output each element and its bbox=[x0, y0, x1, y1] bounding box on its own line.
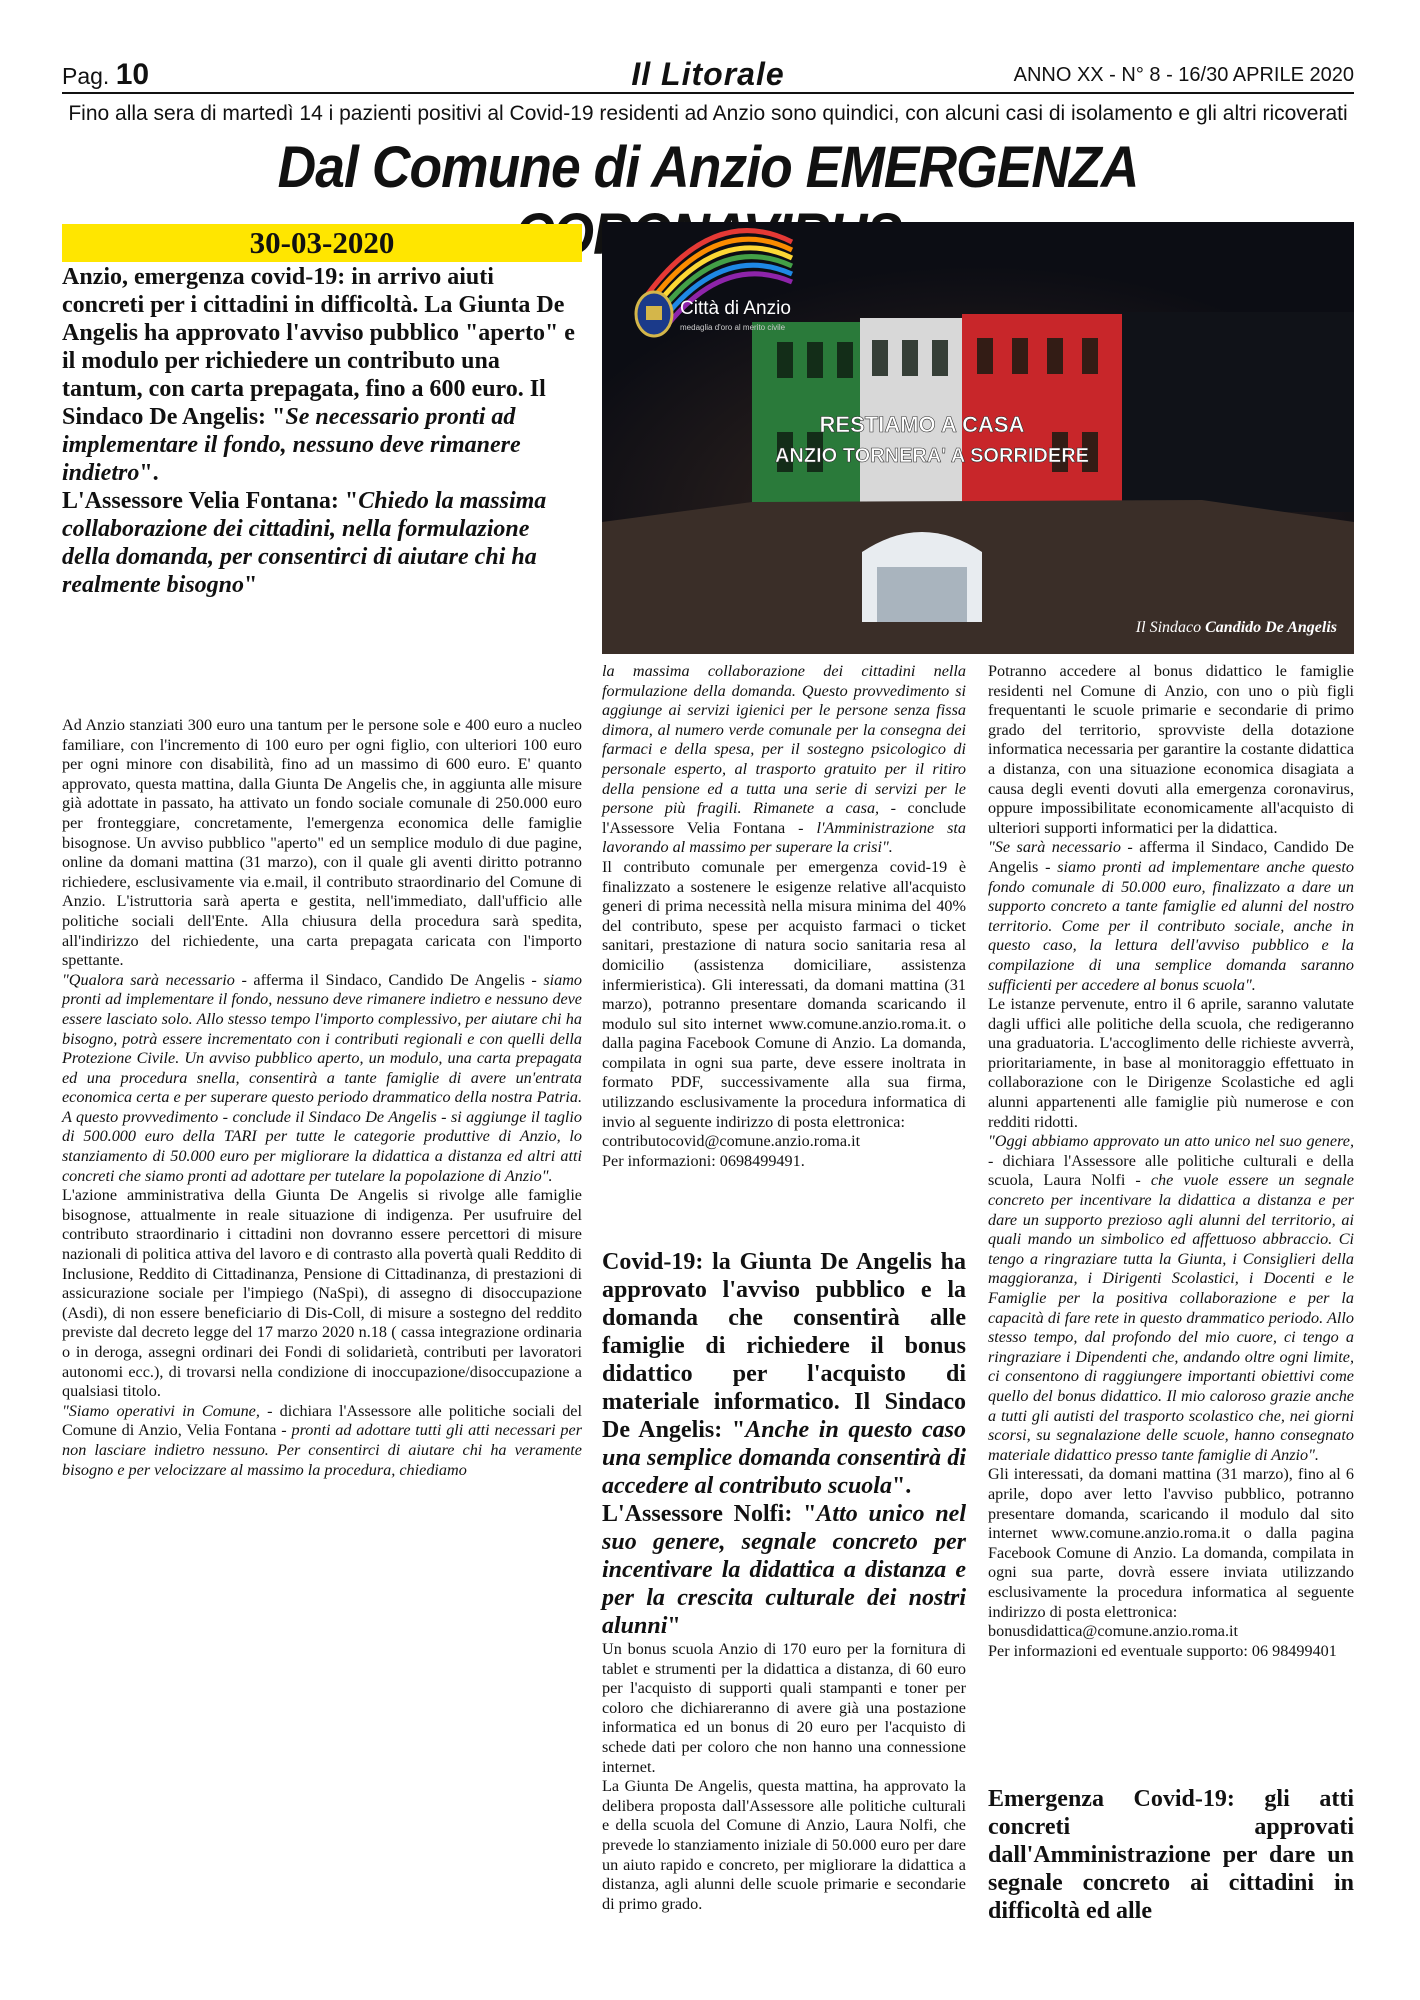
city-logo-sub: medaglia d'oro al merito civile bbox=[680, 323, 786, 332]
article2-p7: Gli interessati, da domani mattina (31 marzo), fino al 6 aprile, dopo aver letto l'avviso pubblico, potranno presentare domanda, scaricando il modulo dal sito internet www.comune.anzio.roma.it o dalla pagina Facebook Comune di Anzio. La domanda, compilata in ogni sua parte, dovrà essere inviata utilizzando esclusivamente la procedura informatica al seguente indirizzo di posta elettronica: bbox=[988, 1465, 1354, 1621]
page-header bbox=[62, 58, 1354, 94]
article3-headline: Emergenza Covid-19: gli atti concreti approvati dall'Amministrazione per dare un segnale concreto ai cittadini in difficoltà ed alle bbox=[988, 1786, 1354, 1924]
article2-p4: "Se sarà necessario - afferma il Sindaco, Candido De Angelis - siamo pronti ad implementare anche questo fondo comunale di 50.000 euro, finalizzato a dare un supporto concreto a tante famiglie ed alunni del nostro territorio. Come per il contributo sociale, anche in questo caso, la lettura dell'avviso pubblico e la compilazione di una semplice domanda saranno sufficienti per accedere al bonus scuola". bbox=[988, 838, 1354, 994]
city-crest-icon bbox=[636, 292, 672, 336]
mayor-photo bbox=[602, 222, 1354, 654]
article1-p3: L'azione amministrativa della Giunta De Angelis si rivolge alle famiglie bisognose, attualmente in reale situazione di indigenza. Per usufruire del contributo straordinario i cittadini non dovranno essere percettori di misure nazionali di politica attiva del lavoro e di contrasto alla povertà quali Reddito di Inclusione, Reddito di Cittadinanza, Pensione di Cittadinanza, di prestazioni di assicurazione sociale per l'impiego (NaSpi), di assegno di disoccupazione (Asdi), di non essere beneficiario di Dis-Coll, di misure a sostegno del reddito previste dal decreto legge del 17 marzo 2020 n.18 ( cassa integrazione ordinaria o in deroga, assegni ordinari dei Fondi di solidarietà, contributi per lavoratori autonomi ecc.), di trovarsi nella condizione di inoccupazione/disoccupazione a qualsiasi titolo. bbox=[62, 1186, 582, 1401]
banner-line-2: ANZIO TORNERA' A SORRIDERE bbox=[774, 445, 1090, 467]
article1-info: Per informazioni: 0698499491. bbox=[602, 1151, 805, 1170]
article1-col2 bbox=[602, 662, 966, 1171]
article2-p2: La Giunta De Angelis, questa mattina, ha approvato la delibera proposta dall'Assessore alle politiche culturali e della scuola del Comune di Anzio, Laura Nolfi, che prevede lo stanziamento iniziale di 50.000 euro per dare un aiuto rapido e concreto, per migliorare la didattica a distanza, agli alunni delle scuole primarie e secondarie di primo grado. bbox=[602, 1777, 966, 1913]
article2-info: Per informazioni ed eventuale supporto: 06 98499401 bbox=[988, 1641, 1337, 1660]
article2-p6: "Oggi abbiamo approvato un atto unico nel suo genere, - dichiara l'Assessore alle politiche culturali e della scuola, Laura Nolfi - che vuole essere un segnale concreto per incentivare la didattica a distanza e per dare un supporto prezioso agli alunni del territorio, ai quali mando un simbolico ed affettuoso abbraccio. Ci tengo a ringraziare tutta la Giunta, i Consiglieri della maggioranza, i Dirigenti Scolastici, i Docenti e le Famiglie per la positiva collaborazione e per la capacità di fare rete in questo drammatico periodo. Allo stesso tempo, dal profondo del mio cuore, ci tengo a ringraziare i Dipendenti che, andando oltre ogni limite, ci consentono di raggiungere importanti obiettivi come quello del bonus didattico. Il mio caloroso grazie anche a tutti gli autisti del trasporto scolastico che, nei giorni scorsi, su segnalazione delle scuole, hanno consegnato materiale didattico presso tante famiglie di Anzio". bbox=[988, 1132, 1354, 1464]
newspaper-title: Il Litorale bbox=[631, 56, 785, 92]
article1-p5: la massima collaborazione dei cittadini nella formulazione della domanda. Questo provvedimento si aggiunge ai servizi igienici per le persone senza fissa dimora, al numero verde comunale per la consegna dei farmaci e della spesa, per il sostegno psicologico di personale esperto, al trasporto gratuito per il ritiro della pensione ed a tutta una serie di servizi per le persone più fragili. Rimanete a casa, - conclude l'Assessore Velia Fontana - l'Amministrazione sta lavorando al massimo per superare la crisi". bbox=[602, 662, 966, 857]
article1-p2: "Qualora sarà necessario - afferma il Sindaco, Candido De Angelis - siamo pronti ad implementare il fondo, nessuno deve rimanere indietro e nessuno deve essere lasciato solo. Allo stesso tempo l'importo complessivo, per aiutare chi ha bisogno, potrà essere incrementato con i contributi regionali e con quelli della Protezione Civile. Un avviso pubblico aperto, un modulo, una carta prepagata ed una procedura snella, consentirà a tante famiglie di avere un'entrata economica certa e per superare questo periodo drammatico della nostra Patria. A questo provvedimento - conclude il Sindaco De Angelis - si aggiunge il taglio di 500.000 euro della TARI per tutte le categorie produttive di Anzio, lo stanziamento di 50.000 euro per migliorare la didattica a distanza ed altri atti concreti che siamo pronti ad adottare per tutelare la popolazione di Anzio". bbox=[62, 970, 582, 1185]
article1-p1: Ad Anzio stanziati 300 euro una tantum per le persone sole e 400 euro a nucleo familiare, con l'incremento di 100 euro per ogni figlio, con ulteriori 100 euro per ogni minore con disabilità, fino ad un massimo di 600 euro. E' quanto approvato, questa mattina, dalla Giunta De Angelis che, in aggiunta alle misure già adottate in passato, ha attivato un fondo sociale comunale di 250.000 euro per fronteggiare, concretamente, l'emergenza economica delle famiglie bisognose. Un avviso pubblico "aperto" ed un semplice modulo di due pagine, online da domani mattina (31 marzo), con il quale gli aventi diritto potranno richiedere, esclusivamente via e.mail, il contributo straordinario del Comune di Anzio. L'istruttoria sarà aperta e gestita, nell'immediato, dall'ufficio alle politiche sociali dell'Ente. Alla chiusura della procedura sarà spedita, all'indirizzo del richiedente, una carta prepagata caricata con l'importo spettante. bbox=[62, 716, 582, 970]
page-headline: Dal Comune di Anzio EMERGENZA bbox=[277, 135, 1139, 200]
article1-col1 bbox=[62, 716, 582, 1480]
article2-headline: Covid-19: la Giunta De Angelis ha approvato l'avviso pubblico e la domanda che consentirà alle famiglie di richiedere il bonus didattico per l'acquisto di materiale informatico. Il Sindaco De Angelis: "Anche in questo caso una semplice domanda consentirà di accedere al contributo scuola". L'Assessore Nolfi: "Atto unico nel suo genere, segnale concreto per incentivare la didattica a distanza e per la crescita culturale dei nostri alunni" bbox=[602, 1249, 967, 1639]
article2-col3 bbox=[988, 662, 1354, 1661]
issue-info: ANNO XX - N° 8 - 16/30 APRILE 2020 bbox=[1013, 64, 1354, 86]
article1-p4: "Siamo operativi in Comune, - dichiara l'Assessore alle politiche sociali del Comune di Anzio, Velia Fontana - pronti ad adottare tutti gli atti necessari per non lasciare indietro nessuno. Per consentirci di aiutare chi ha veramente bisogno e per velocizzare al massimo la procedura, chiediamo bbox=[62, 1401, 582, 1479]
article2-p3: Potranno accedere al bonus didattico le famiglie residenti nel Comune di Anzio, con uno o più figli frequentanti le scuole primarie e secondarie di primo grado del territorio, sprovviste della dotazione informatica necessaria per garantire la costante didattica a distanza, con una situazione economica disagiata a causa degli eventi dovuti alla emergenza coronavirus, oppure impossibilitate economicamente all'acquisto di ulteriori supporti informatici per la didattica. bbox=[988, 662, 1354, 837]
article1-email: contributocovid@comune.anzio.roma.it bbox=[602, 1132, 861, 1151]
article2-email: bonusdidattica@comune.anzio.roma.it bbox=[988, 1622, 1239, 1641]
city-logo-name: Città di Anzio bbox=[680, 298, 791, 319]
article1-p6: Il contributo comunale per emergenza covid-19 è finalizzato a sostenere le esigenze relative all'acquisto generi di prima necessità nella misura minima del 40% del contributo, spese per acquisto farmaci o ticket sanitari, prestazione di natura socio sanitaria resa al domicilio (assistenza domiciliare, assistenza infermieristica). Gli interessati, da domani mattina (31 marzo), potranno presentare domanda scaricando il modulo sul sito internet www.comune.anzio.roma.it. o dalla pagina Facebook Comune di Anzio. La domanda, compilata in ogni sua parte, deve essere inoltrata in formato PDF, successivamente alla sua firma, utilizzando esclusivamente la procedura informatica di invio al seguente indirizzo di posta elettronica: bbox=[602, 857, 966, 1131]
article2-p1: Un bonus scuola Anzio di 170 euro per la fornitura di tablet e strumenti per la didattica a distanza, di 60 euro per l'acquisto di supporti quali stampanti e toner per coloro che dichiareranno di avere già una postazione informatica ed un bonus di 20 euro per l'acquisto di schede dati per coloro che non hanno una connessione internet. bbox=[602, 1640, 966, 1776]
article1-headline: Anzio, emergenza covid-19: in arrivo aiuti concreti per i cittadini in difficoltà. La Giunta De Angelis ha approvato l'avviso pubblico "aperto" e il modulo per richiedere un contributo una tantum, con carta prepagata, fino a 600 euro. Il Sindaco De Angelis: "Se necessario pronti ad implementare il fondo, nessuno deve rimanere indietro". L'Assessore Velia Fontana: "Chiedo la massima collaborazione dei cittadini, nella formulazione della domanda, per consentirci di aiutare chi ha realmente bisogno" bbox=[62, 264, 575, 598]
date-box: 30-03-2020 bbox=[62, 224, 582, 262]
kicker: Fino alla sera di martedì 14 i pazienti positivi al Covid-19 residenti ad Anzio sono quindici, con alcuni casi di isolamento e gli altri ricoverati bbox=[68, 102, 1348, 125]
page-number: Pag. 10 bbox=[62, 58, 150, 91]
article2-p5: Le istanze pervenute, entro il 6 aprile, saranno valutate dagli uffici alle politiche della scuola, che redigeranno una graduatoria. L'accoglimento delle richieste avverrà, prioritariamente, in base al monitoraggio effettuato in collaborazione con le Dirigenze Scolastiche ed agli alunni appartenenti alle famiglie più numerose e con redditi ridotti. bbox=[988, 995, 1354, 1131]
banner-line-1: RESTIAMO A CASA bbox=[819, 412, 1025, 437]
photo-caption: Il Sindaco Candido De Angelis bbox=[1135, 619, 1337, 636]
article2-col2 bbox=[602, 1640, 966, 1914]
building-illustration bbox=[602, 222, 1354, 654]
